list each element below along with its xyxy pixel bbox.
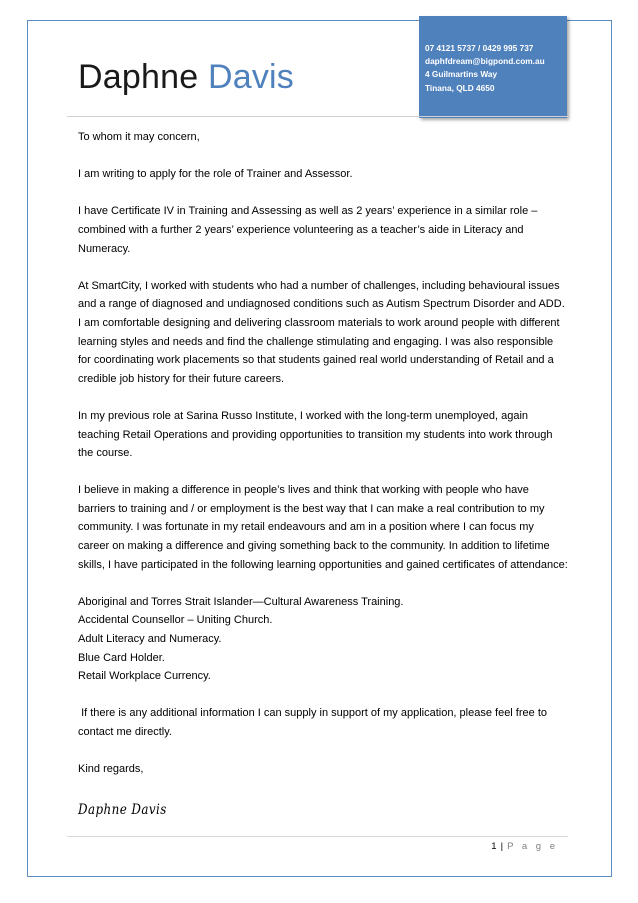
- footer-divider: [67, 836, 568, 837]
- paragraph-smartcity: At SmartCity, I worked with students who had a number of challenges, including behavioural issues and a range of diagnosed and undiagnosed conditions such as Autism Spectrum Disorder and ADD. I am comfortable designing and delivering classroom materials to work around people with different learning styles and needs and find the challenge stimulating and engaging. I was also responsible for coordinating work placements so that students gained real world understanding of Retail and a credible job history for their future careers.: [78, 279, 565, 385]
- certificate-list: [78, 593, 568, 686]
- paragraph-sarina-russo: In my previous role at Sarina Russo Institute, I worked with the long-term unemployed, again teaching Retail Operations and providing opportunities to transition my students into work through the course.: [78, 409, 553, 460]
- letter-body: [78, 128, 568, 821]
- certificate-item: Aboriginal and Torres Strait Islander—Cultural Awareness Training.: [78, 595, 404, 608]
- applicant-name: [78, 57, 294, 97]
- certificate-item: Adult Literacy and Numeracy.: [78, 633, 222, 646]
- salutation: To whom it may concern,: [78, 131, 200, 143]
- paragraph-intro: I am writing to apply for the role of Trainer and Assessor.: [78, 168, 353, 181]
- footer-separator: |: [500, 841, 504, 852]
- paragraph-qualifications: I have Certificate IV in Training and Assessing as well as 2 years’ experience in a similar role – combined with a further 2 years’ experience volunteering as a teacher’s aide in Literacy and Numeracy.: [78, 205, 538, 255]
- paragraph-closing: If there is any additional information I can supply in support of my application, please feel free to contact me directly.: [78, 707, 551, 738]
- paragraph-motivation: I believe in making a difference in people’s lives and think that working with people who have barriers to training and / or employment is the best way that I can make a real contribution to my community. I was fortunate in my retail endeavours and am in a position where I can focus my career on making a difference and giving something back to the community. In addition to lifetime skills, I have participated in the following learning opportunities and gained certificates of attendance:: [78, 484, 568, 571]
- sign-off: Kind regards,: [78, 763, 144, 776]
- page-footer: [491, 841, 558, 852]
- contact-box: [419, 16, 567, 118]
- certificate-item: Blue Card Holder.: [78, 651, 165, 664]
- certificate-item: Retail Workplace Currency.: [78, 670, 211, 683]
- page-label: P a g e: [507, 841, 558, 852]
- contact-city: Tinana, QLD 4650: [425, 82, 495, 93]
- header-divider: [67, 116, 568, 117]
- contact-phone: 07 4121 5737 / 0429 995 737: [425, 43, 534, 53]
- certificate-item: Accidental Counsellor – Uniting Church.: [78, 614, 273, 627]
- contact-email: daphfdream@bigpond.com.au: [425, 56, 545, 67]
- signature: Daphne Davis: [78, 802, 167, 819]
- contact-street: 4 Guilmartins Way: [425, 69, 498, 80]
- last-name: Davis: [207, 58, 294, 96]
- page-number: 1: [491, 841, 497, 852]
- first-name: Daphne: [78, 58, 199, 96]
